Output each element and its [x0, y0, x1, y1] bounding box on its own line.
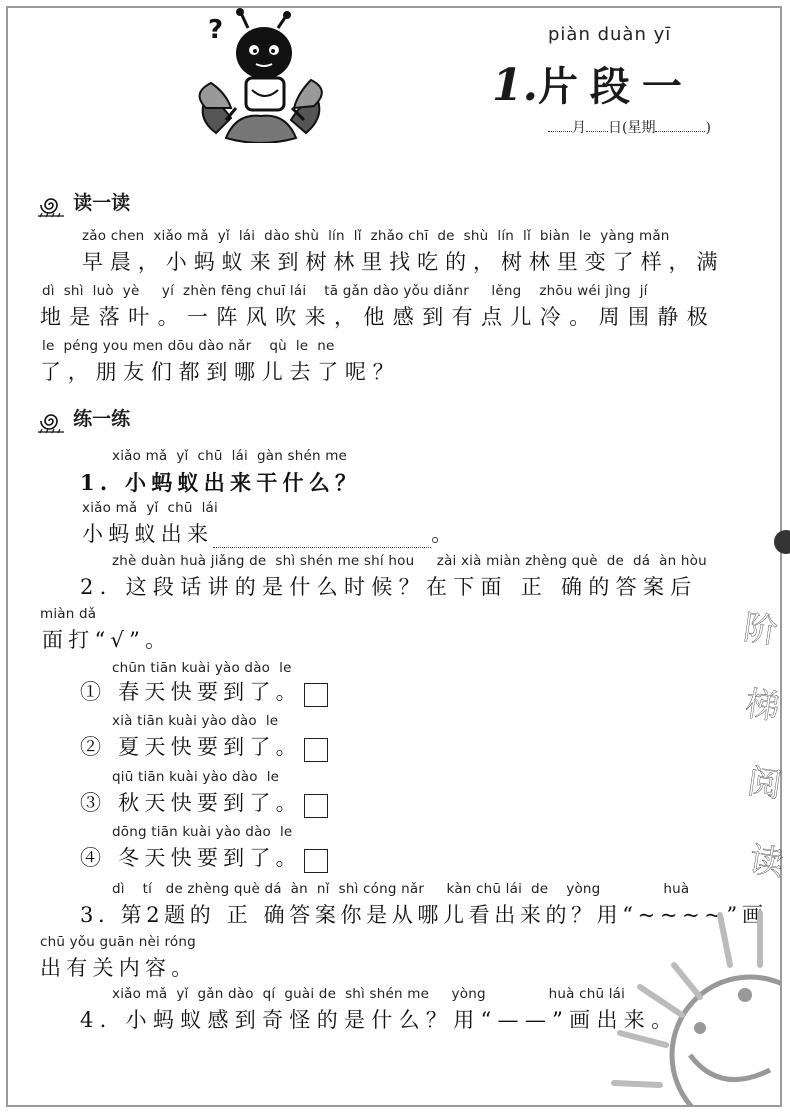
q2-option-3 — [80, 787, 328, 818]
q2-option-4 — [80, 842, 328, 873]
side-dot — [774, 530, 790, 554]
ant-icon — [186, 8, 336, 143]
title-pinyin: piàn duàn yī — [548, 24, 672, 45]
section-practice-heading — [34, 404, 130, 434]
section-read-heading — [34, 188, 130, 218]
sun-decoration — [600, 905, 782, 1105]
section-practice-label: 练一练 — [73, 408, 131, 430]
q1-answer-blank[interactable] — [213, 529, 431, 548]
side-label — [736, 530, 790, 920]
passage-pinyin-1: zǎo chen xiǎo mǎ yǐ lái dào shù lín lǐ zhǎo chī de shù lín lǐ biàn le yàng mǎn — [82, 228, 670, 244]
q1-answer-end: 。 — [431, 522, 458, 546]
q2-option-4-pinyin: dōng tiān kuài yào dào le — [112, 824, 293, 840]
title-number: 1. — [492, 60, 538, 111]
date-month: 月 — [572, 120, 586, 136]
passage-line-3: 了，朋友们都到哪儿去了呢？ — [40, 360, 401, 384]
sun-icon — [600, 905, 782, 1105]
side-char-1: 阶 — [740, 607, 781, 653]
q2-option-1-text: ① 春天快要到了。 — [80, 680, 302, 704]
q2-option-1 — [80, 676, 328, 707]
q1-answer-line — [82, 518, 458, 548]
passage-pinyin-3: le péng you men dōu dào nǎr qù le ne — [42, 338, 335, 354]
side-char-2: 梯 — [742, 683, 783, 729]
ant-illustration — [186, 8, 336, 143]
q2-option-4-checkbox[interactable] — [304, 849, 328, 873]
q2-option-3-text: ③ 秋天快要到了。 — [80, 791, 302, 815]
title-text: 片段一 — [537, 63, 694, 110]
q2-option-1-checkbox[interactable] — [304, 683, 328, 707]
q1-pinyin: xiǎo mǎ yǐ chū lái gàn shén me — [112, 448, 348, 464]
date-close: ) — [705, 120, 711, 136]
q3-pinyin-2: chū yǒu guān nèi róng — [40, 934, 196, 950]
q3-pinyin: dì tí de zhèng què dá àn nǐ shì cóng nǎr kàn chū lái de yòng huà — [112, 881, 690, 897]
side-char-4: 读 — [746, 839, 787, 885]
section-read-label: 读一读 — [73, 192, 131, 214]
q3-text-2: 出有关内容。 — [40, 956, 198, 980]
page-title — [492, 55, 694, 112]
q2-option-3-checkbox[interactable] — [304, 794, 328, 818]
q2-option-2-pinyin: xià tiān kuài yào dào le — [112, 713, 279, 729]
side-char-3: 阅 — [744, 761, 785, 807]
q2-option-2-checkbox[interactable] — [304, 738, 328, 762]
q1-answer-text: 小蚂蚁出来 — [82, 522, 214, 546]
q2-text: 2. 这段话讲的是什么时候？在下面 正 确的答案后 — [80, 575, 698, 599]
q2-option-2-text: ② 夏天快要到了。 — [80, 735, 302, 759]
passage-pinyin-2: dì shì luò yè yí zhèn fēng chuī lái tā gǎn dào yǒu diǎnr lěng zhōu wéi jìng jí — [42, 283, 648, 299]
date-day: 日(星期 — [608, 120, 656, 136]
passage-line-2: 地是落叶。一阵风吹来，他感到有点儿冷。周围静极 — [40, 305, 717, 329]
q2-option-3-pinyin: qiū tiān kuài yào dào le — [112, 769, 280, 785]
date-line — [548, 117, 711, 137]
q2-option-4-text: ④ 冬天快要到了。 — [80, 846, 302, 870]
q2-pinyin: zhè duàn huà jiǎng de shì shén me shí hou zài xià miàn zhèng què de dá àn hòu — [112, 553, 707, 569]
spiral-icon — [34, 192, 68, 218]
q2-pinyin-2: miàn dǎ — [40, 606, 97, 622]
q2-text-2: 面打“√”。 — [42, 628, 172, 652]
q1-text: 1. 小蚂蚁出来干什么？ — [80, 470, 362, 495]
passage-line-1: 早晨，小蚂蚁来到树林里找吃的，树林里变了样，满 — [82, 250, 725, 274]
spiral-icon — [34, 408, 68, 434]
q2-option-2 — [80, 731, 328, 762]
svg-text:?: ? — [208, 15, 224, 45]
q4-text: 4. 小蚂蚁感到奇怪的是什么？用“——”画出来。 — [80, 1008, 679, 1032]
q3-text: 3. 第2题的 正 确答案你是从哪儿看出来的？用“~~~~”画 — [80, 903, 768, 927]
q2-option-1-pinyin: chūn tiān kuài yào dào le — [112, 660, 292, 676]
q4-pinyin: xiǎo mǎ yǐ gǎn dào qí guài de shì shén me yòng huà chū lái — [112, 986, 626, 1002]
q1-answer-pinyin: xiǎo mǎ yǐ chū lái — [82, 500, 218, 516]
